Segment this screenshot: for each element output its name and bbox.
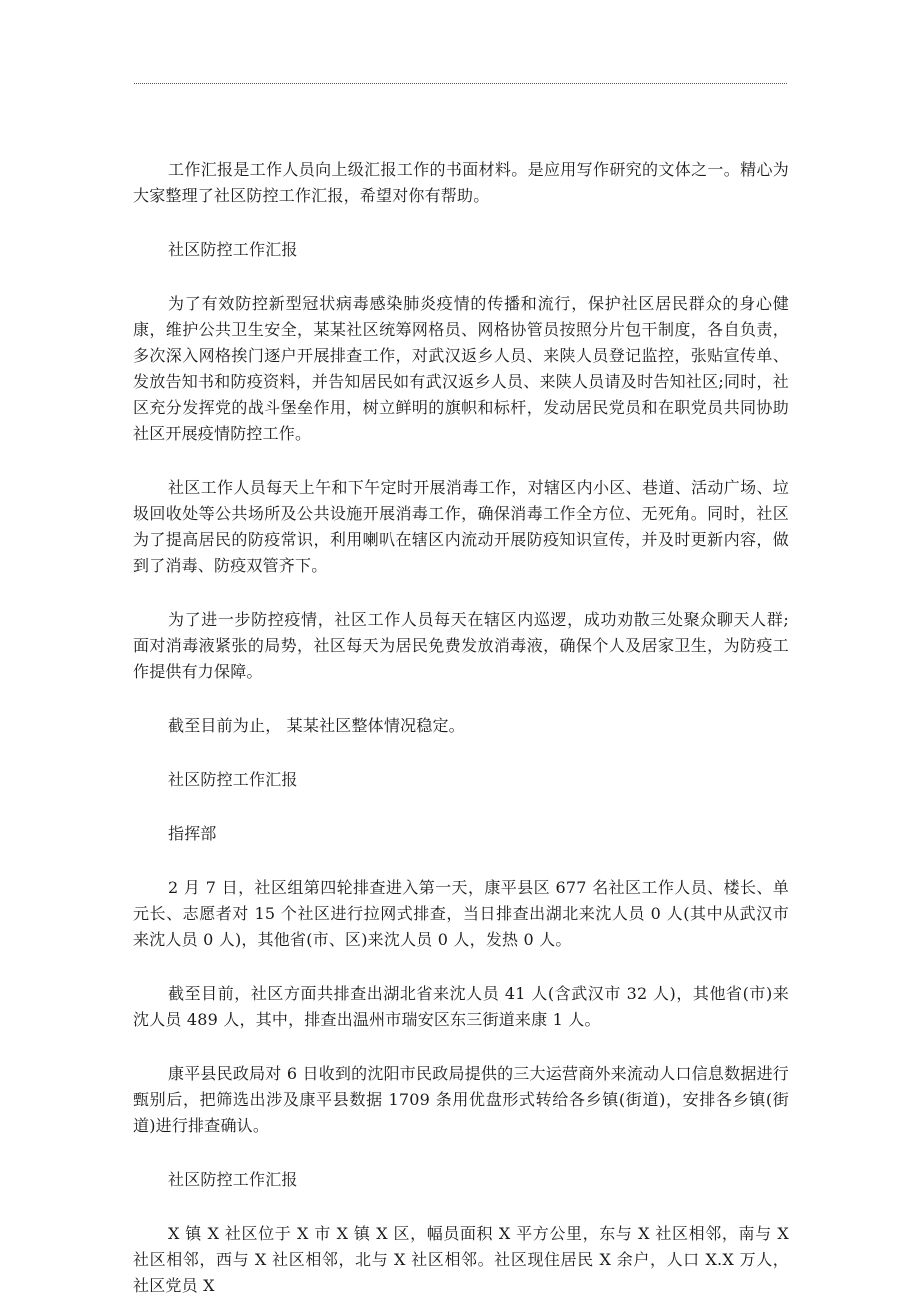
body-paragraph: X 镇 X 社区位于 X 市 X 镇 X 区，幅员面积 X 平方公里，东与 X 社区相邻，南与 X 社区相邻，西与 X 社区相邻，北与 X 社区相邻。社区现住居民 X 余户，人口 X.X 万人，社区党员 X [133,1224,789,1295]
body-paragraph: 2 月 7 日，社区组第四轮排查进入第一天，康平县区 677 名社区工作人员、楼长、单元长、志愿者对 15 个社区进行拉网式排查，当日排查出湖北来沈人员 0 人(其中从武汉市来沈人员 0 人)，其他省(市、区)来沈人员 0 人，发热 0 人。 [133,878,789,949]
document-body [133,157,789,1299]
intro-paragraph: 工作汇报是工作人员向上级汇报工作的书面材料。是应用写作研究的文体之一。精心为大家整理了社区防控工作汇报，希望对你有帮助。 [133,160,789,205]
section-title: 社区防控工作汇报 [168,770,298,789]
header-divider [134,83,787,84]
body-paragraph: 为了进一步防控疫情，社区工作人员每天在辖区内巡逻，成功劝散三处聚众聊天人群;面对消毒液紧张的局势，社区每天为居民免费发放消毒液，确保个人及居家卫生，为防疫工作提供有力保障。 [133,610,789,681]
body-paragraph: 截至目前为止， 某某社区整体情况稳定。 [168,716,465,735]
body-paragraph: 康平县民政局对 6 日收到的沈阳市民政局提供的三大运营商外来流动人口信息数据进行甄别后，把筛选出涉及康平县数据 1709 条用优盘形式转给各乡镇(街道)，安排各乡镇(街道)进行排查确认。 [133,1064,789,1135]
section-title: 社区防控工作汇报 [168,240,298,259]
section-subtitle: 指挥部 [168,824,217,843]
body-paragraph: 为了有效防控新型冠状病毒感染肺炎疫情的传播和流行，保护社区居民群众的身心健康，维护公共卫生安全，某某社区统筹网格员、网格协管员按照分片包干制度，各自负责，多次深入网格挨门逐户开展排查工作，对武汉返乡人员、来陕人员登记监控，张贴宣传单、发放告知书和防疫资料，并告知居民如有武汉返乡人员、来陕人员请及时告知社区;同时，社区充分发挥党的战斗堡垒作用，树立鲜明的旗帜和标杆，发动居民党员和在职党员共同协助社区开展疫情防控工作。 [133,294,789,443]
body-paragraph: 截至目前，社区方面共排查出湖北省来沈人员 41 人(含武汉市 32 人)，其他省(市)来沈人员 489 人，其中，排查出温州市瑞安区东三街道来康 1 人。 [133,984,789,1029]
body-paragraph: 社区工作人员每天上午和下午定时开展消毒工作，对辖区内小区、巷道、活动广场、垃圾回收处等公共场所及公共设施开展消毒工作，确保消毒工作全方位、无死角。同时，社区为了提高居民的防疫常识，利用喇叭在辖区内流动开展防疫知识宣传，并及时更新内容，做到了消毒、防疫双管齐下。 [133,478,789,575]
section-title: 社区防控工作汇报 [168,1170,298,1189]
